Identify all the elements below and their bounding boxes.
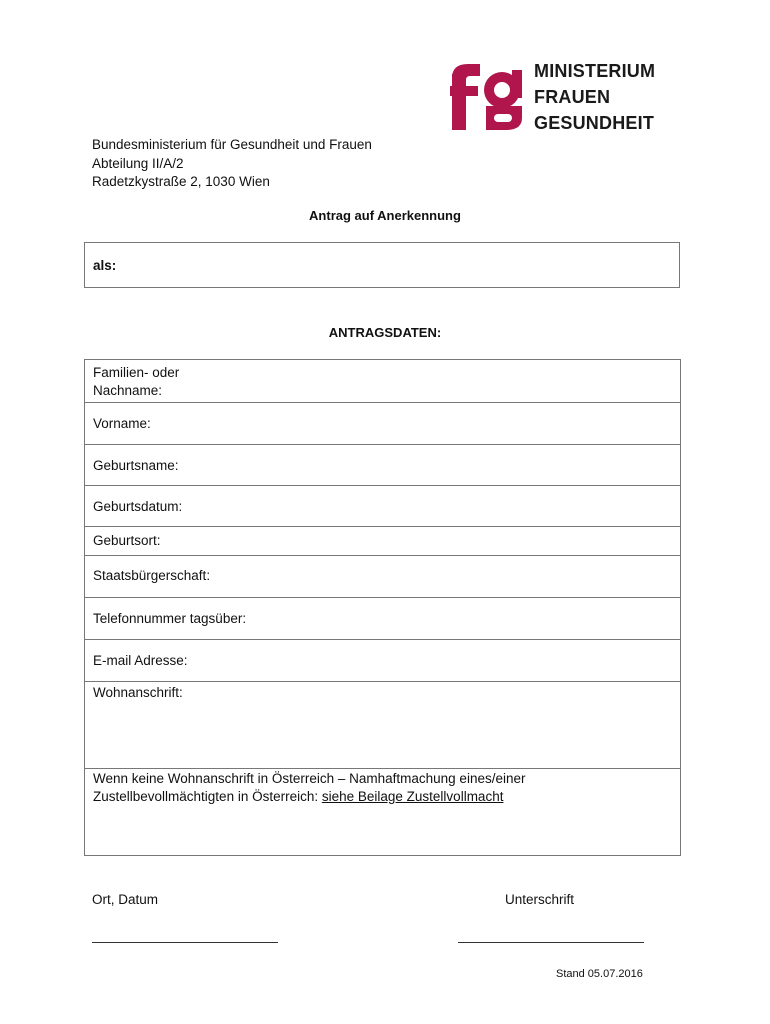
ort-datum-line[interactable] — [92, 942, 278, 943]
field-label: Wenn keine Wohnanschrift in Österreich – Namhaftmachung eines/einer — [93, 771, 526, 786]
field-label: Nachname: — [93, 383, 163, 398]
field-label: E-mail Adresse: — [93, 653, 188, 668]
field-label: Familien- oder — [93, 365, 180, 380]
field-label: Staatsbürgerschaft: — [93, 568, 211, 583]
version-date: Stand 05.07.2016 — [556, 968, 643, 980]
field-label: Wohnanschrift: — [93, 685, 183, 700]
unterschrift-line[interactable] — [458, 942, 644, 943]
address-line-1: Bundesministerium für Gesundheit und Frauen — [92, 137, 372, 152]
field-email[interactable] — [85, 640, 681, 682]
field-vorname[interactable] — [85, 403, 681, 445]
ort-datum-label: Ort, Datum — [92, 892, 159, 907]
field-telefon[interactable] — [85, 598, 681, 640]
field-label: Vorname: — [93, 416, 151, 431]
field-geburtsdatum[interactable] — [85, 486, 681, 527]
field-familienname[interactable] — [85, 360, 681, 403]
field-label: Geburtsname: — [93, 458, 179, 473]
address-line-3: Radetzkystraße 2, 1030 Wien — [92, 174, 270, 189]
ministry-logo — [450, 58, 680, 132]
field-staatsbuergerschaft[interactable] — [85, 556, 681, 598]
unterschrift-label: Unterschrift — [505, 892, 575, 907]
als-field[interactable] — [84, 242, 680, 288]
field-wohnanschrift[interactable] — [85, 682, 681, 769]
field-label: Telefonnummer tagsüber: — [93, 611, 247, 626]
logo-line-3: GESUNDHEIT — [534, 113, 655, 133]
recipient-address — [92, 136, 372, 192]
fg-logo-icon — [450, 60, 526, 132]
field-label: Zustellbevollmächtigten in Österreich: — [93, 789, 322, 804]
zustellvollmacht-link[interactable]: siehe Beilage Zustellvollmacht — [321, 789, 504, 804]
field-geburtsname[interactable] — [85, 445, 681, 486]
field-label: Geburtsort: — [93, 533, 161, 548]
section-title: ANTRAGSDATEN: — [328, 325, 442, 340]
field-label: Geburtsdatum: — [93, 499, 183, 514]
field-geburtsort[interactable] — [85, 527, 681, 556]
applicant-data-table — [84, 359, 681, 856]
logo-line-2: FRAUEN — [534, 87, 611, 107]
address-line-2: Abteilung II/A/2 — [92, 155, 184, 171]
logo-line-1: MINISTERIUM — [534, 61, 656, 81]
form-title: Antrag auf Anerkennung — [309, 208, 461, 223]
als-label: als: — [93, 258, 117, 273]
field-zustellbevollmaechtigter[interactable] — [85, 769, 681, 856]
